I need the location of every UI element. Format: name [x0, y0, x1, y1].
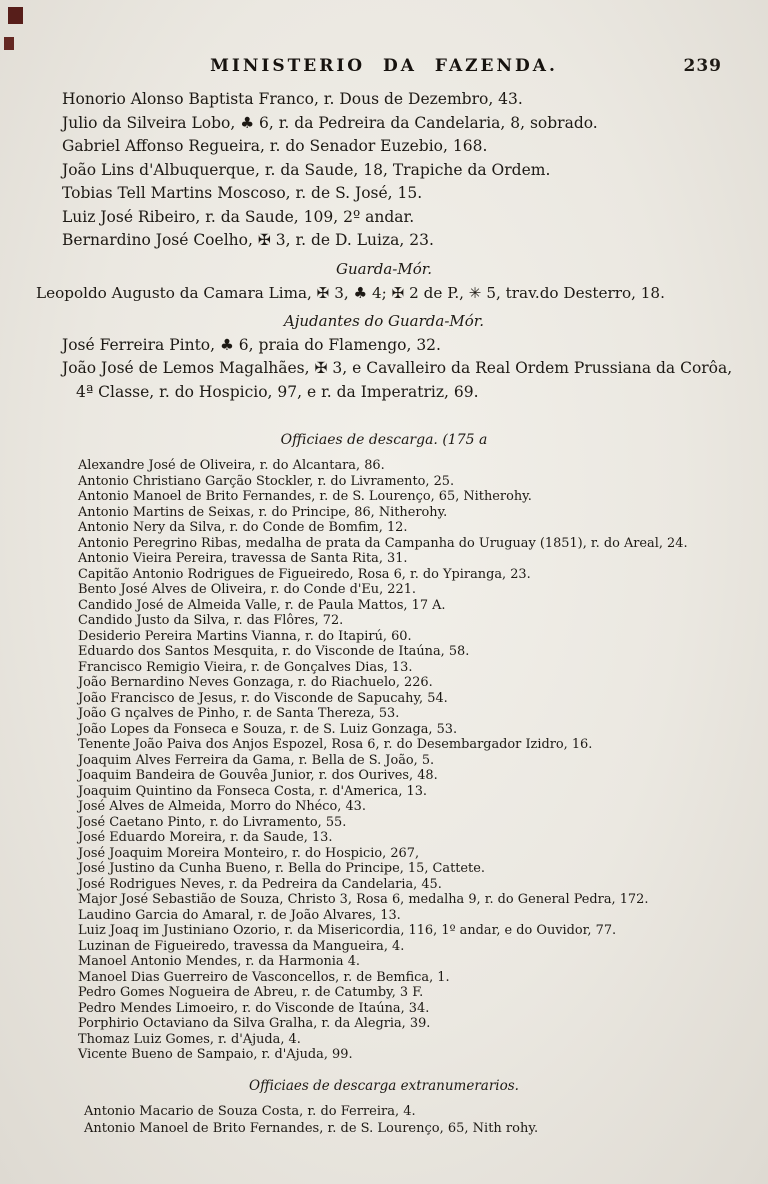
directory-top-list	[62, 88, 744, 253]
directory-entry: João Francisco de Jesus, r. do Visconde de Sapucahy, 54.	[78, 690, 448, 706]
section-heading-guarda-mor: Guarda-Mór.	[335, 259, 433, 278]
section-heading-extranumerarios: Officiaes de descarga extranumerarios.	[249, 1077, 519, 1094]
directory-entry: Tobias Tell Martins Moscoso, r. de S. José, 15.	[62, 184, 423, 202]
directory-entry: Manoel Antonio Mendes, r. da Harmonia 4.	[78, 954, 361, 969]
directory-entry: Antonio Vieira Pereira, travessa de Santa Rita, 31.	[78, 551, 408, 566]
directory-entry: Porphirio Octaviano da Silva Gralha, r. da Alegria, 39.	[78, 1016, 431, 1031]
directory-entry: Alexandre José de Oliveira, r. do Alcantara, 86.	[78, 458, 385, 473]
directory-entry: Joaquim Alves Ferreira da Gama, r. Bella de S. João, 5.	[78, 752, 435, 768]
directory-entry: Antonio Peregrino Ribas, medalha de prata da Campanha do Uruguay (1851), r. do Areal, 24.	[78, 535, 688, 551]
section-heading-ajudantes: Ajudantes do Guarda-Mór.	[283, 311, 485, 330]
directory-entry: João José de Lemos Magalhães, ✠ 3, e Cavalleiro da Real Ordem Prussiana da Corôa, 4ª Classe, r. do Hospicio, 97, e r. da Imperatriz, 69.	[62, 359, 733, 401]
page-title: MINISTERIO DA FAZENDA.	[210, 56, 558, 76]
directory-entry: Bernardino José Coelho, ✠ 3, r. de D. Luiza, 23.	[62, 231, 434, 249]
directory-entry: João Lins d'Albuquerque, r. da Saude, 18, Trapiche da Ordem.	[62, 160, 551, 179]
directory-entry: Tenente João Paiva dos Anjos Espozel, Rosa 6, r. do Desembargador Izidro, 16.	[78, 737, 593, 752]
directory-entry: Capitão Antonio Rodrigues de Figueiredo, Rosa 6, r. do Ypiranga, 23.	[78, 566, 531, 582]
directory-entry: Antonio Nery da Silva, r. do Conde de Bomfim, 12.	[78, 520, 408, 535]
directory-entry: Candido Justo da Silva, r. das Flôres, 72.	[78, 613, 344, 628]
directory-entry: Luzinan de Figueiredo, travessa da Mangueira, 4.	[78, 938, 405, 954]
directory-entry: João Bernardino Neves Gonzaga, r. do Riachuelo, 226.	[78, 675, 433, 690]
directory-entry: João G nçalves de Pinho, r. de Santa Thereza, 53.	[78, 706, 400, 721]
scan-artifact	[8, 7, 23, 24]
directory-entry: Antonio Manoel de Brito Fernandes, r. de S. Lourenço, 65, Nitherohy.	[78, 489, 532, 504]
directory-entry: Antonio Macario de Souza Costa, r. do Ferreira, 4.	[84, 1103, 416, 1119]
directory-entry: Joaquim Quintino da Fonseca Costa, r. d'America, 13.	[78, 783, 428, 799]
directory-entry: Thomaz Luiz Gomes, r. d'Ajuda, 4.	[78, 1031, 301, 1047]
directory-entry: José Caetano Pinto, r. do Livramento, 55.	[78, 814, 347, 830]
directory-entry: Vicente Bueno de Sampaio, r. d'Ajuda, 99.	[78, 1047, 353, 1062]
directory-entry: Pedro Gomes Nogueira de Abreu, r. de Catumby, 3 F.	[78, 985, 424, 1000]
directory-entry: Laudino Garcia do Amaral, r. de João Alvares, 13.	[78, 907, 401, 923]
directory-entry: João Lopes da Fonseca e Souza, r. de S. Luiz Gonzaga, 53.	[78, 721, 458, 737]
page-number: 239	[683, 56, 722, 76]
directory-entry: José Rodrigues Neves, r. da Pedreira da Candelaria, 45.	[78, 876, 442, 892]
directory-entry: Bento José Alves de Oliveira, r. do Conde d'Eu, 221.	[78, 582, 416, 597]
directory-entry: Pedro Mendes Limoeiro, r. do Visconde de Itaúna, 34.	[78, 1000, 430, 1016]
officiaes-descarga-list	[78, 458, 746, 1063]
extranumerarios-list	[84, 1103, 746, 1138]
directory-entry: Antonio Manoel de Brito Fernandes, r. de S. Lourenço, 65, Nith rohy.	[84, 1121, 539, 1136]
directory-entry: José Ferreira Pinto, ♣ 6, praia do Flamengo, 32.	[62, 335, 441, 354]
directory-entry: Francisco Remigio Vieira, r. de Gonçalves Dias, 13.	[78, 659, 413, 675]
directory-entry: Major José Sebastião de Souza, Christo 3, Rosa 6, medalha 9, r. do General Pedra, 172.	[78, 892, 649, 907]
directory-entry: Luiz José Ribeiro, r. da Saude, 109, 2º andar.	[62, 207, 415, 226]
directory-entry: Antonio Martins de Seixas, r. do Principe, 86, Nitherohy.	[78, 504, 448, 520]
directory-entry: Gabriel Affonso Regueira, r. do Senador Euzebio, 168.	[62, 137, 488, 155]
directory-entry: Julio da Silveira Lobo, ♣ 6, r. da Pedreira da Candelaria, 8, sobrado.	[62, 113, 598, 132]
section-heading-officiaes-descarga: Officiaes de descarga. (175 a	[280, 432, 488, 448]
directory-entry: Joaquim Bandeira de Gouvêa Junior, r. dos Ourives, 48.	[78, 768, 438, 783]
directory-entry: Luiz Joaq im Justiniano Ozorio, r. da Misericordia, 116, 1º andar, e do Ouvidor, 77.	[78, 923, 617, 938]
directory-entry: Eduardo dos Santos Mesquita, r. do Visconde de Itaúna, 58.	[78, 644, 470, 659]
directory-entry: José Alves de Almeida, Morro do Nhéco, 43.	[78, 799, 366, 814]
directory-entry: Manoel Dias Guerreiro de Vasconcellos, r. de Bemfica, 1.	[78, 969, 450, 985]
directory-entry: Honorio Alonso Baptista Franco, r. Dous de Dezembro, 43.	[62, 90, 523, 108]
directory-entry: Leopoldo Augusto da Camara Lima, ✠ 3, ♣ 4; ✠ 2 de P., ✳ 5, trav.do Desterro, 18.	[36, 283, 665, 302]
directory-entry: José Justino da Cunha Bueno, r. Bella do Principe, 15, Cattete.	[78, 861, 485, 876]
directory-entry: José Eduardo Moreira, r. da Saude, 13.	[78, 830, 333, 845]
directory-entry: Candido José de Almeida Valle, r. de Paula Mattos, 17 A.	[78, 597, 446, 613]
directory-entry: José Joaquim Moreira Monteiro, r. do Hospicio, 267,	[78, 845, 420, 861]
directory-entry: Antonio Christiano Garção Stockler, r. do Livramento, 25.	[78, 473, 455, 489]
page-header	[0, 56, 768, 80]
scan-artifact	[4, 37, 14, 50]
ajudantes-list	[62, 334, 744, 405]
directory-entry: Desiderio Pereira Martins Vianna, r. do Itapirú, 60.	[78, 628, 412, 644]
